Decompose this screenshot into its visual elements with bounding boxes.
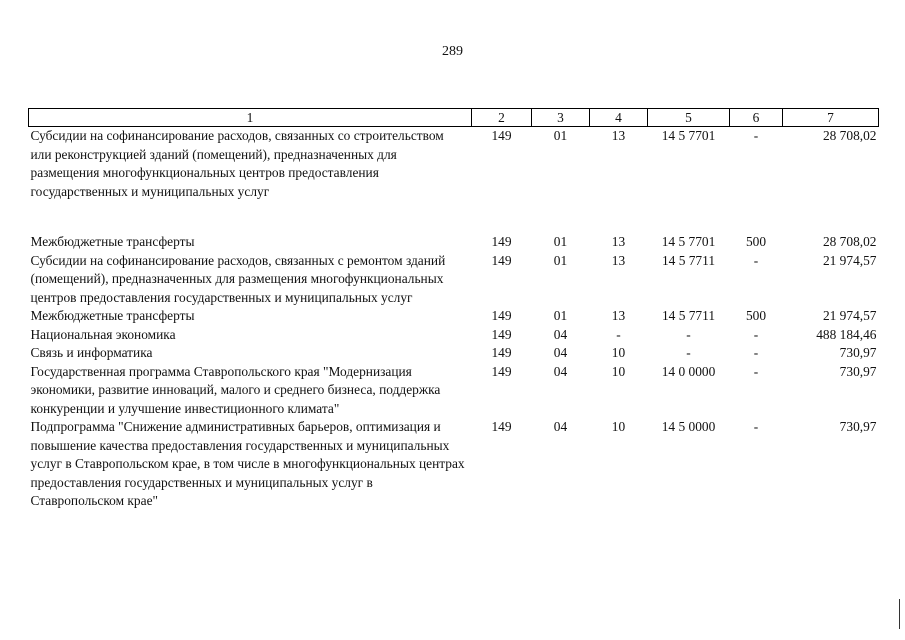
table-row [29, 252, 879, 308]
target-article-code: 14 5 7701 [661, 234, 716, 249]
table-row [29, 344, 879, 363]
section-code: 04 [553, 363, 568, 379]
section-code: 04 [553, 419, 568, 434]
subsection-code: 10 [611, 363, 626, 379]
subsection-code: 10 [611, 345, 626, 360]
expense-type-code: - [753, 128, 759, 143]
subsection-code: 13 [611, 252, 626, 268]
row-name: Субсидии на софинансирование расходов, связанных с ремонтом зданий (помещений), предназначенных для размещения многофункциональных центров предоставления государственных и муниципальных услуг [30, 252, 446, 305]
table-row [29, 418, 879, 511]
ministry-code: 149 [491, 234, 512, 249]
subsection-code: 13 [611, 234, 626, 249]
amount: 28 708,02 [822, 234, 877, 249]
amount: 488 184,46 [816, 326, 877, 342]
table-row [29, 233, 879, 252]
section-code: 04 [553, 345, 568, 360]
column-number-header: 1 [29, 109, 472, 127]
row-name: Государственная программа Ставропольского края "Модернизация экономики, развитие инноваций, малого и среднего бизнеса, поддержка конкуренции и улучшение инвестиционного климата" [30, 363, 441, 416]
expense-type-code: - [753, 419, 759, 434]
ministry-code: 149 [491, 252, 512, 268]
row-name: Связь и информатика [30, 345, 153, 360]
target-article-code: 14 5 7701 [661, 128, 716, 143]
expense-type-code: - [753, 345, 759, 360]
amount: 28 708,02 [822, 128, 877, 143]
column-number-header: 3 [532, 109, 590, 127]
ministry-code: 149 [491, 128, 512, 143]
expense-type-code: 500 [745, 234, 767, 249]
expense-type-code: - [753, 326, 759, 342]
subsection-code: 13 [611, 308, 626, 323]
section-code: 01 [553, 308, 568, 323]
amount: 730,97 [839, 345, 877, 360]
ministry-code: 149 [491, 345, 512, 360]
amount: 21 974,57 [822, 252, 877, 268]
ministry-code: 149 [491, 326, 512, 342]
table-row [29, 326, 879, 345]
column-number-header: 6 [730, 109, 783, 127]
row-name: Межбюджетные трансферты [30, 234, 195, 249]
table-row [29, 307, 879, 326]
section-code: 01 [553, 252, 568, 268]
amount: 730,97 [839, 419, 877, 434]
column-number-header: 5 [648, 109, 730, 127]
ministry-code: 149 [491, 419, 512, 434]
section-code: 01 [553, 128, 568, 143]
column-number-header: 4 [590, 109, 648, 127]
subsection-code: 10 [611, 419, 626, 434]
target-article-code: 14 5 7711 [661, 252, 716, 268]
subsection-code: - [616, 326, 621, 342]
row-name: Подпрограмма "Снижение административных барьеров, оптимизация и повышение качества предоставления государственных и муниципальных услуг в Ставропольском крае, в том числе в многофункциональных центрах предоставления государственных и муниципальных услуг в Ставропольском крае" [30, 419, 465, 508]
column-number-row [29, 109, 879, 127]
section-code: 01 [553, 234, 568, 249]
table-row [29, 363, 879, 419]
ministry-code: 149 [491, 363, 512, 379]
row-name: Субсидии на софинансирование расходов, связанных со строительством или реконструкцией зданий (помещений), предназначенных для размещения многофункциональных центров предоставления государственных и муниципальных услуг [30, 128, 444, 199]
expense-type-code: 500 [745, 308, 767, 323]
target-article-code: 14 5 7711 [661, 308, 716, 323]
target-article-code: 14 0 0000 [661, 363, 716, 379]
expense-type-code: - [753, 363, 759, 379]
section-code: 04 [553, 326, 568, 342]
expense-type-code: - [753, 252, 759, 268]
scan-edge-mark [899, 599, 900, 629]
target-article-code: 14 5 0000 [661, 419, 716, 434]
amount: 21 974,57 [822, 308, 877, 323]
budget-table [28, 108, 879, 511]
column-number-header: 7 [783, 109, 879, 127]
subsection-code: 13 [611, 128, 626, 143]
table-row [29, 127, 879, 234]
page-number: 289 [442, 44, 463, 59]
row-name: Национальная экономика [30, 326, 176, 342]
target-article-code: - [686, 345, 691, 360]
row-name: Межбюджетные трансферты [30, 308, 195, 323]
amount: 730,97 [839, 363, 877, 379]
column-number-header: 2 [472, 109, 532, 127]
ministry-code: 149 [491, 308, 512, 323]
target-article-code: - [686, 326, 691, 342]
